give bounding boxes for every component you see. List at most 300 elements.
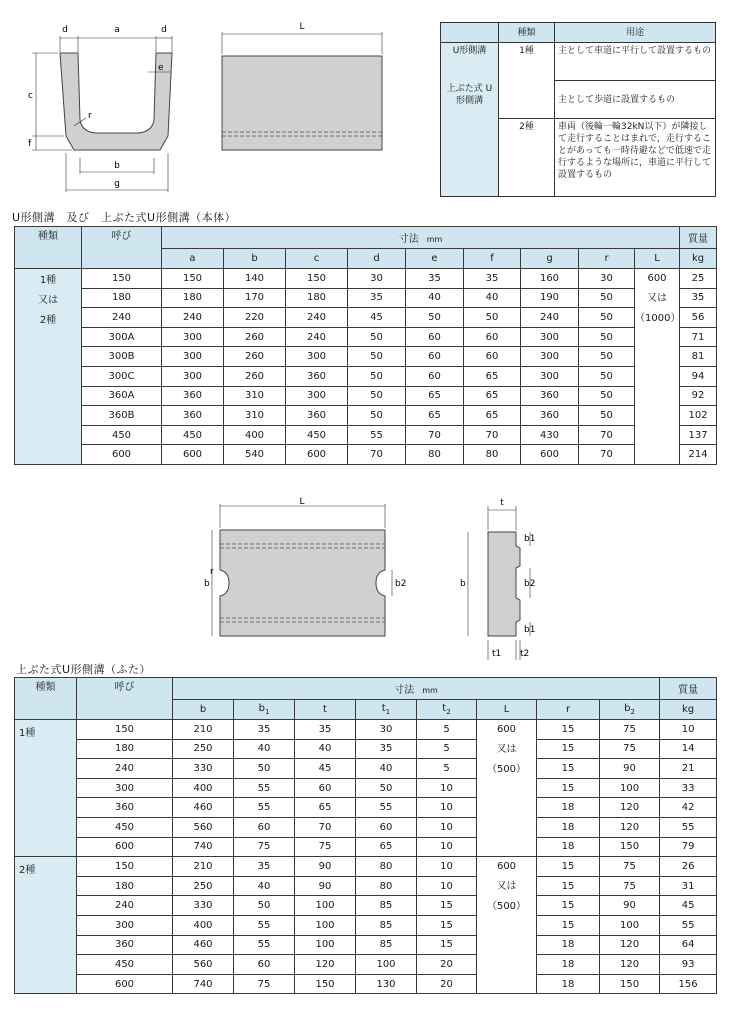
t2-mass-cell: 79 — [660, 837, 717, 857]
t1-L-line: 600 — [647, 273, 667, 284]
t2-value-cell: 250 — [173, 876, 234, 896]
t2-col-letter: r — [565, 704, 571, 715]
t2-value-cell: 55 — [234, 915, 295, 935]
t1-value-cell: 50 — [579, 406, 635, 426]
usage-text-2: 主として歩道に設置するもの — [555, 81, 716, 119]
t2-value-cell: 45 — [295, 759, 356, 779]
t2-mass-cell: 93 — [660, 955, 717, 975]
t2-value-cell: 460 — [173, 798, 234, 818]
t1-header-dim-text: 寸法 — [398, 234, 419, 245]
t2-value-cell: 70 — [295, 817, 356, 837]
t2-mass-cell: 33 — [660, 778, 717, 798]
t2-row — [15, 720, 717, 740]
t2-value-cell: 75 — [234, 837, 295, 857]
t1-value-cell: 50 — [579, 386, 635, 406]
t1-value-cell: 310 — [224, 406, 286, 426]
t2-value-cell: 75 — [234, 974, 295, 994]
t1-value-cell: 70 — [348, 445, 406, 465]
t2-value-cell: 740 — [173, 837, 234, 857]
t2-value-cell: 15 — [417, 915, 477, 935]
t2-value-cell: 400 — [173, 778, 234, 798]
usage-header-use: 用途 — [555, 23, 716, 43]
t1-kind-line: 1種 — [39, 275, 57, 286]
t2-value-cell: 30 — [356, 720, 417, 740]
t2-L-line: 600 — [496, 861, 517, 873]
t2-row — [15, 876, 717, 896]
t1-value-cell: 50 — [579, 347, 635, 367]
t2-r-cell: 15 — [537, 915, 600, 935]
t2-call-cell: 360 — [77, 798, 173, 818]
t2-value-cell: 10 — [417, 817, 477, 837]
t2-b2-cell: 75 — [600, 739, 660, 759]
t1-value-cell: 360 — [286, 406, 348, 426]
t2-value-cell: 10 — [417, 778, 477, 798]
t2-mass-cell: 26 — [660, 857, 717, 877]
t2-r-cell: 18 — [537, 837, 600, 857]
t2-value-cell: 10 — [417, 837, 477, 857]
table1-title: U形側溝 及び 上ぶた式U形側溝（本体） — [12, 211, 237, 224]
t2-value-cell: 5 — [417, 720, 477, 740]
t2-r-cell: 18 — [537, 935, 600, 955]
t2-call-cell: 240 — [77, 896, 173, 916]
t1-call-cell: 240 — [82, 308, 162, 328]
t1-mass-cell: 25 — [680, 269, 717, 289]
t1-value-cell: 160 — [521, 269, 579, 289]
t1-value-cell: 150 — [286, 269, 348, 289]
t2-value-cell: 35 — [234, 720, 295, 740]
t1-value-cell: 65 — [464, 406, 521, 426]
t1-col-kg: kg — [680, 249, 717, 269]
t2-r-cell: 15 — [537, 739, 600, 759]
t2-value-cell: 40 — [295, 739, 356, 759]
t2-value-cell: 40 — [234, 739, 295, 759]
dim-label-e: e — [158, 63, 164, 73]
t1-col-r: r — [579, 249, 635, 269]
t1-call-cell: 150 — [82, 269, 162, 289]
t1-col-f: f — [464, 249, 521, 269]
t1-value-cell: 300 — [521, 366, 579, 386]
t2-value-cell: 60 — [295, 778, 356, 798]
t1-value-cell: 140 — [224, 269, 286, 289]
t1-value-cell: 40 — [464, 288, 521, 308]
sec-label-t1: t1 — [492, 649, 502, 659]
t1-value-cell: 260 — [224, 347, 286, 367]
t2-value-cell: 560 — [173, 817, 234, 837]
t1-value-cell: 300 — [162, 327, 224, 347]
t2-b2-cell: 100 — [600, 915, 660, 935]
t2-r-cell: 18 — [537, 955, 600, 975]
t1-mass-cell: 56 — [680, 308, 717, 328]
usage-text-1: 主として車道に平行して設置するもの — [555, 43, 716, 81]
t1-col-e: e — [406, 249, 464, 269]
t1-header-mass: 質量 — [680, 227, 717, 249]
t2-value-cell: 250 — [173, 739, 234, 759]
t2-call-cell: 180 — [77, 876, 173, 896]
dim-label-f: f — [28, 139, 32, 149]
usage-header-blank — [441, 23, 499, 43]
t1-L-line: 又は — [647, 293, 667, 304]
t2-mass-cell: 55 — [660, 817, 717, 837]
t2-value-cell: 100 — [295, 896, 356, 916]
dim-label-a: a — [114, 25, 120, 35]
t1-col-L: L — [635, 249, 680, 269]
dim-label-c: c — [28, 91, 33, 101]
t1-value-cell: 260 — [224, 366, 286, 386]
t2-kind-cell: 2種 — [15, 857, 77, 994]
t2-col-letter: L — [503, 704, 510, 715]
t1-value-cell: 65 — [406, 406, 464, 426]
t2-header-unit: mm — [422, 686, 438, 695]
t1-value-cell: 400 — [224, 425, 286, 445]
t1-value-cell: 540 — [224, 445, 286, 465]
t2-value-cell: 10 — [417, 798, 477, 818]
t2-L-line: 600 — [496, 724, 517, 735]
t2-value-cell: 560 — [173, 955, 234, 975]
t2-r-cell: 18 — [537, 974, 600, 994]
t2-b2-cell: 90 — [600, 896, 660, 916]
t1-kind-line: 又は — [38, 295, 58, 306]
t1-row — [15, 366, 717, 386]
t2-r-cell: 15 — [537, 876, 600, 896]
t2-call-cell: 240 — [77, 759, 173, 779]
t1-call-cell: 300B — [82, 347, 162, 367]
sec-label-b2: b2 — [524, 579, 536, 589]
t1-call-cell: 360B — [82, 406, 162, 426]
t2-value-cell: 80 — [356, 857, 417, 877]
t2-value-cell: 100 — [356, 955, 417, 975]
usage-kind-1: 1種 — [499, 43, 555, 81]
sec-label-b1-bottom: b1 — [524, 625, 536, 635]
dim-label-r: r — [88, 111, 92, 121]
t2-r-cell: 15 — [537, 778, 600, 798]
t1-value-cell: 50 — [579, 366, 635, 386]
t1-value-cell: 180 — [162, 288, 224, 308]
t1-value-cell: 35 — [348, 288, 406, 308]
t2-value-cell: 60 — [234, 955, 295, 975]
t2-value-cell: 330 — [173, 896, 234, 916]
covered-gutter-lid-table — [14, 677, 717, 994]
t2-call-cell: 600 — [77, 837, 173, 857]
t1-value-cell: 35 — [464, 269, 521, 289]
t1-col-b: b — [224, 249, 286, 269]
dim-label-d2: d — [161, 25, 167, 35]
cover-section-diagram — [448, 494, 558, 664]
sec-label-t: t — [500, 498, 504, 508]
cover-plan-diagram — [190, 494, 407, 644]
t2-value-cell: 55 — [234, 935, 295, 955]
t2-col-subscript: 2 — [446, 708, 451, 716]
t1-value-cell: 300 — [162, 347, 224, 367]
t1-value-cell: 70 — [579, 425, 635, 445]
t1-value-cell: 70 — [579, 445, 635, 465]
t2-mass-cell: 21 — [660, 759, 717, 779]
t2-col-letter: t — [442, 703, 447, 714]
usage-header-kind: 種類 — [499, 23, 555, 43]
t1-value-cell: 600 — [162, 445, 224, 465]
usage-left-blank — [441, 119, 499, 197]
t2-col-letter: t — [381, 703, 386, 714]
t1-value-cell: 50 — [579, 288, 635, 308]
t1-value-cell: 600 — [521, 445, 579, 465]
t2-row — [15, 857, 717, 877]
dim-label-g: g — [114, 179, 120, 189]
t2-value-cell: 40 — [234, 876, 295, 896]
t2-b2-cell: 75 — [600, 876, 660, 896]
t1-col-c: c — [286, 249, 348, 269]
t1-col-a: a — [162, 249, 224, 269]
t2-b2-cell: 75 — [600, 857, 660, 877]
t1-mass-cell: 94 — [680, 366, 717, 386]
t2-header-call: 呼び — [77, 678, 173, 720]
t1-value-cell: 260 — [224, 327, 286, 347]
t1-row — [15, 406, 717, 426]
t2-col-letter: b — [258, 703, 265, 714]
t2-mass-cell: 14 — [660, 739, 717, 759]
t2-col-header — [295, 700, 356, 720]
t2-b2-cell: 120 — [600, 935, 660, 955]
t1-value-cell: 65 — [464, 366, 521, 386]
t1-value-cell: 50 — [464, 308, 521, 328]
t1-mass-cell: 92 — [680, 386, 717, 406]
t2-value-cell: 60 — [234, 817, 295, 837]
t1-value-cell: 60 — [406, 366, 464, 386]
t2-L-cell — [477, 720, 537, 857]
t2-row — [15, 837, 717, 857]
t1-value-cell: 450 — [286, 425, 348, 445]
t1-value-cell: 60 — [406, 327, 464, 347]
t2-b2-cell: 120 — [600, 955, 660, 975]
t1-value-cell: 60 — [464, 327, 521, 347]
t1-value-cell: 50 — [348, 406, 406, 426]
t1-value-cell: 300 — [162, 366, 224, 386]
u-gutter-side-view-diagram — [210, 14, 390, 154]
t2-call-cell: 600 — [77, 974, 173, 994]
t2-col-header — [477, 700, 537, 720]
t1-value-cell: 30 — [579, 269, 635, 289]
t2-value-cell: 90 — [295, 876, 356, 896]
t1-kind-cell — [15, 269, 82, 465]
t1-kind-line: 2種 — [39, 315, 57, 326]
t2-value-cell: 100 — [295, 915, 356, 935]
mid-label-r: r — [210, 567, 214, 577]
t1-value-cell: 50 — [579, 327, 635, 347]
t1-row — [15, 327, 717, 347]
t2-header-dim-text: 寸法 — [394, 685, 415, 696]
t1-value-cell: 80 — [464, 445, 521, 465]
t2-mass-cell: 64 — [660, 935, 717, 955]
t1-value-cell: 190 — [521, 288, 579, 308]
t2-col-header — [537, 700, 600, 720]
t1-value-cell: 65 — [464, 386, 521, 406]
t1-L-cell — [635, 269, 680, 465]
t2-col-subscript: 1 — [264, 708, 270, 716]
t2-mass-cell: 55 — [660, 915, 717, 935]
t2-b2-cell: 120 — [600, 798, 660, 818]
t2-call-cell: 360 — [77, 935, 173, 955]
t2-mass-cell: 42 — [660, 798, 717, 818]
t1-value-cell: 430 — [521, 425, 579, 445]
t2-header-mass: 質量 — [660, 678, 717, 700]
t1-call-cell: 450 — [82, 425, 162, 445]
t1-header-call: 呼び — [82, 227, 162, 269]
t1-value-cell: 70 — [464, 425, 521, 445]
t2-row — [15, 739, 717, 759]
t2-b2-cell: 150 — [600, 974, 660, 994]
t2-value-cell: 150 — [295, 974, 356, 994]
t1-value-cell: 35 — [406, 269, 464, 289]
t2-L-line: 又は — [496, 744, 517, 755]
t2-value-cell: 5 — [417, 759, 477, 779]
t2-value-cell: 85 — [356, 896, 417, 916]
t2-mass-cell: 10 — [660, 720, 717, 740]
t2-row — [15, 817, 717, 837]
usage-table — [440, 22, 716, 197]
t2-L-line: 又は — [496, 881, 517, 893]
t1-value-cell: 50 — [348, 347, 406, 367]
t1-value-cell: 150 — [162, 269, 224, 289]
t1-value-cell: 240 — [162, 308, 224, 328]
t2-value-cell: 20 — [417, 974, 477, 994]
t2-row — [15, 759, 717, 779]
t2-col-letter: b — [199, 704, 207, 715]
t2-call-cell: 300 — [77, 915, 173, 935]
u-gutter-body-table — [14, 226, 717, 465]
t2-col-letter: b — [624, 703, 631, 714]
t1-value-cell: 60 — [406, 347, 464, 367]
t1-value-cell: 360 — [162, 406, 224, 426]
t2-mass-cell: 45 — [660, 896, 717, 916]
t2-value-cell: 400 — [173, 915, 234, 935]
t2-value-cell: 5 — [417, 739, 477, 759]
t2-col-header — [417, 700, 477, 720]
t2-kind-cell: 1種 — [15, 720, 77, 857]
t2-value-cell: 40 — [356, 759, 417, 779]
t1-call-cell: 300A — [82, 327, 162, 347]
t2-call-cell: 300 — [77, 778, 173, 798]
t2-L-line: （500） — [486, 764, 527, 775]
t2-value-cell: 55 — [356, 798, 417, 818]
sec-label-b1-top: b1 — [524, 534, 536, 544]
mid-label-b2: b2 — [395, 579, 407, 589]
t2-call-cell: 450 — [77, 955, 173, 975]
dim-label-L: L — [299, 22, 305, 32]
usage-text-3: 車両（後輪一輪32kN以下）が隣接して走行することはまれで，走行することがあっても一時待避などで低速で走行するような場所に，車道に平行して設置するもの — [555, 119, 716, 197]
t1-value-cell: 300 — [286, 347, 348, 367]
mid-label-b: b — [204, 579, 210, 589]
t1-value-cell: 240 — [521, 308, 579, 328]
t2-col-header — [600, 700, 660, 720]
t2-row — [15, 896, 717, 916]
t2-value-cell: 120 — [295, 955, 356, 975]
t2-col-letter: t — [323, 704, 327, 715]
t1-row — [15, 386, 717, 406]
t1-col-g: g — [521, 249, 579, 269]
t1-row — [15, 288, 717, 308]
t2-mass-cell: 31 — [660, 876, 717, 896]
t2-value-cell: 85 — [356, 915, 417, 935]
t1-row — [15, 347, 717, 367]
t1-value-cell: 300 — [521, 347, 579, 367]
t1-value-cell: 80 — [406, 445, 464, 465]
t1-value-cell: 600 — [286, 445, 348, 465]
t1-L-line: （1000） — [635, 313, 681, 324]
t2-value-cell: 15 — [417, 896, 477, 916]
t2-value-cell: 35 — [234, 857, 295, 877]
t1-value-cell: 240 — [286, 327, 348, 347]
t2-b2-cell: 150 — [600, 837, 660, 857]
t1-header-kind: 種類 — [15, 227, 82, 269]
t2-value-cell: 60 — [356, 817, 417, 837]
t1-value-cell: 450 — [162, 425, 224, 445]
t1-row — [15, 445, 717, 465]
t2-value-cell: 460 — [173, 935, 234, 955]
t1-value-cell: 310 — [224, 386, 286, 406]
t2-r-cell: 15 — [537, 720, 600, 740]
t1-call-cell: 180 — [82, 288, 162, 308]
t2-mass-cell: 156 — [660, 974, 717, 994]
t1-value-cell: 360 — [521, 406, 579, 426]
t2-r-cell: 15 — [537, 896, 600, 916]
t2-value-cell: 10 — [417, 876, 477, 896]
t2-value-cell: 35 — [295, 720, 356, 740]
t2-row — [15, 935, 717, 955]
t2-value-cell: 20 — [417, 955, 477, 975]
t1-value-cell: 220 — [224, 308, 286, 328]
t1-mass-cell: 35 — [680, 288, 717, 308]
t2-L-line: （500） — [486, 901, 527, 913]
usage-left-covered-gutter: 上ぶた式 U形側溝 — [441, 81, 499, 119]
t1-value-cell: 300 — [286, 386, 348, 406]
t2-b2-cell: 75 — [600, 720, 660, 740]
t2-header-kind: 種類 — [15, 678, 77, 720]
t1-value-cell: 240 — [286, 308, 348, 328]
t2-r-cell: 15 — [537, 759, 600, 779]
t2-col-header — [356, 700, 417, 720]
t2-value-cell: 15 — [417, 935, 477, 955]
t2-row — [15, 915, 717, 935]
t2-value-cell: 50 — [356, 778, 417, 798]
t2-b2-cell: 90 — [600, 759, 660, 779]
t2-row — [15, 974, 717, 994]
dim-label-d1: d — [62, 25, 68, 35]
t1-value-cell: 45 — [348, 308, 406, 328]
usage-kind-blank — [499, 81, 555, 119]
t1-value-cell: 300 — [521, 327, 579, 347]
t1-value-cell: 50 — [348, 386, 406, 406]
t1-value-cell: 50 — [348, 327, 406, 347]
t2-value-cell: 210 — [173, 720, 234, 740]
t2-col-header — [173, 700, 234, 720]
t2-value-cell: 130 — [356, 974, 417, 994]
t1-mass-cell: 137 — [680, 425, 717, 445]
t1-value-cell: 50 — [348, 366, 406, 386]
usage-kind-2: 2種 — [499, 119, 555, 197]
t2-col-subscript: 2 — [630, 708, 635, 716]
t1-value-cell: 50 — [579, 308, 635, 328]
t2-call-cell: 150 — [77, 857, 173, 877]
t1-value-cell: 65 — [406, 386, 464, 406]
t2-value-cell: 10 — [417, 857, 477, 877]
t2-row — [15, 955, 717, 975]
t1-mass-cell: 81 — [680, 347, 717, 367]
t2-header-dim — [173, 678, 660, 700]
t1-call-cell: 300C — [82, 366, 162, 386]
t1-mass-cell: 214 — [680, 445, 717, 465]
t1-mass-cell: 71 — [680, 327, 717, 347]
t2-value-cell: 55 — [234, 798, 295, 818]
t2-value-cell: 80 — [356, 876, 417, 896]
t1-mass-cell: 102 — [680, 406, 717, 426]
